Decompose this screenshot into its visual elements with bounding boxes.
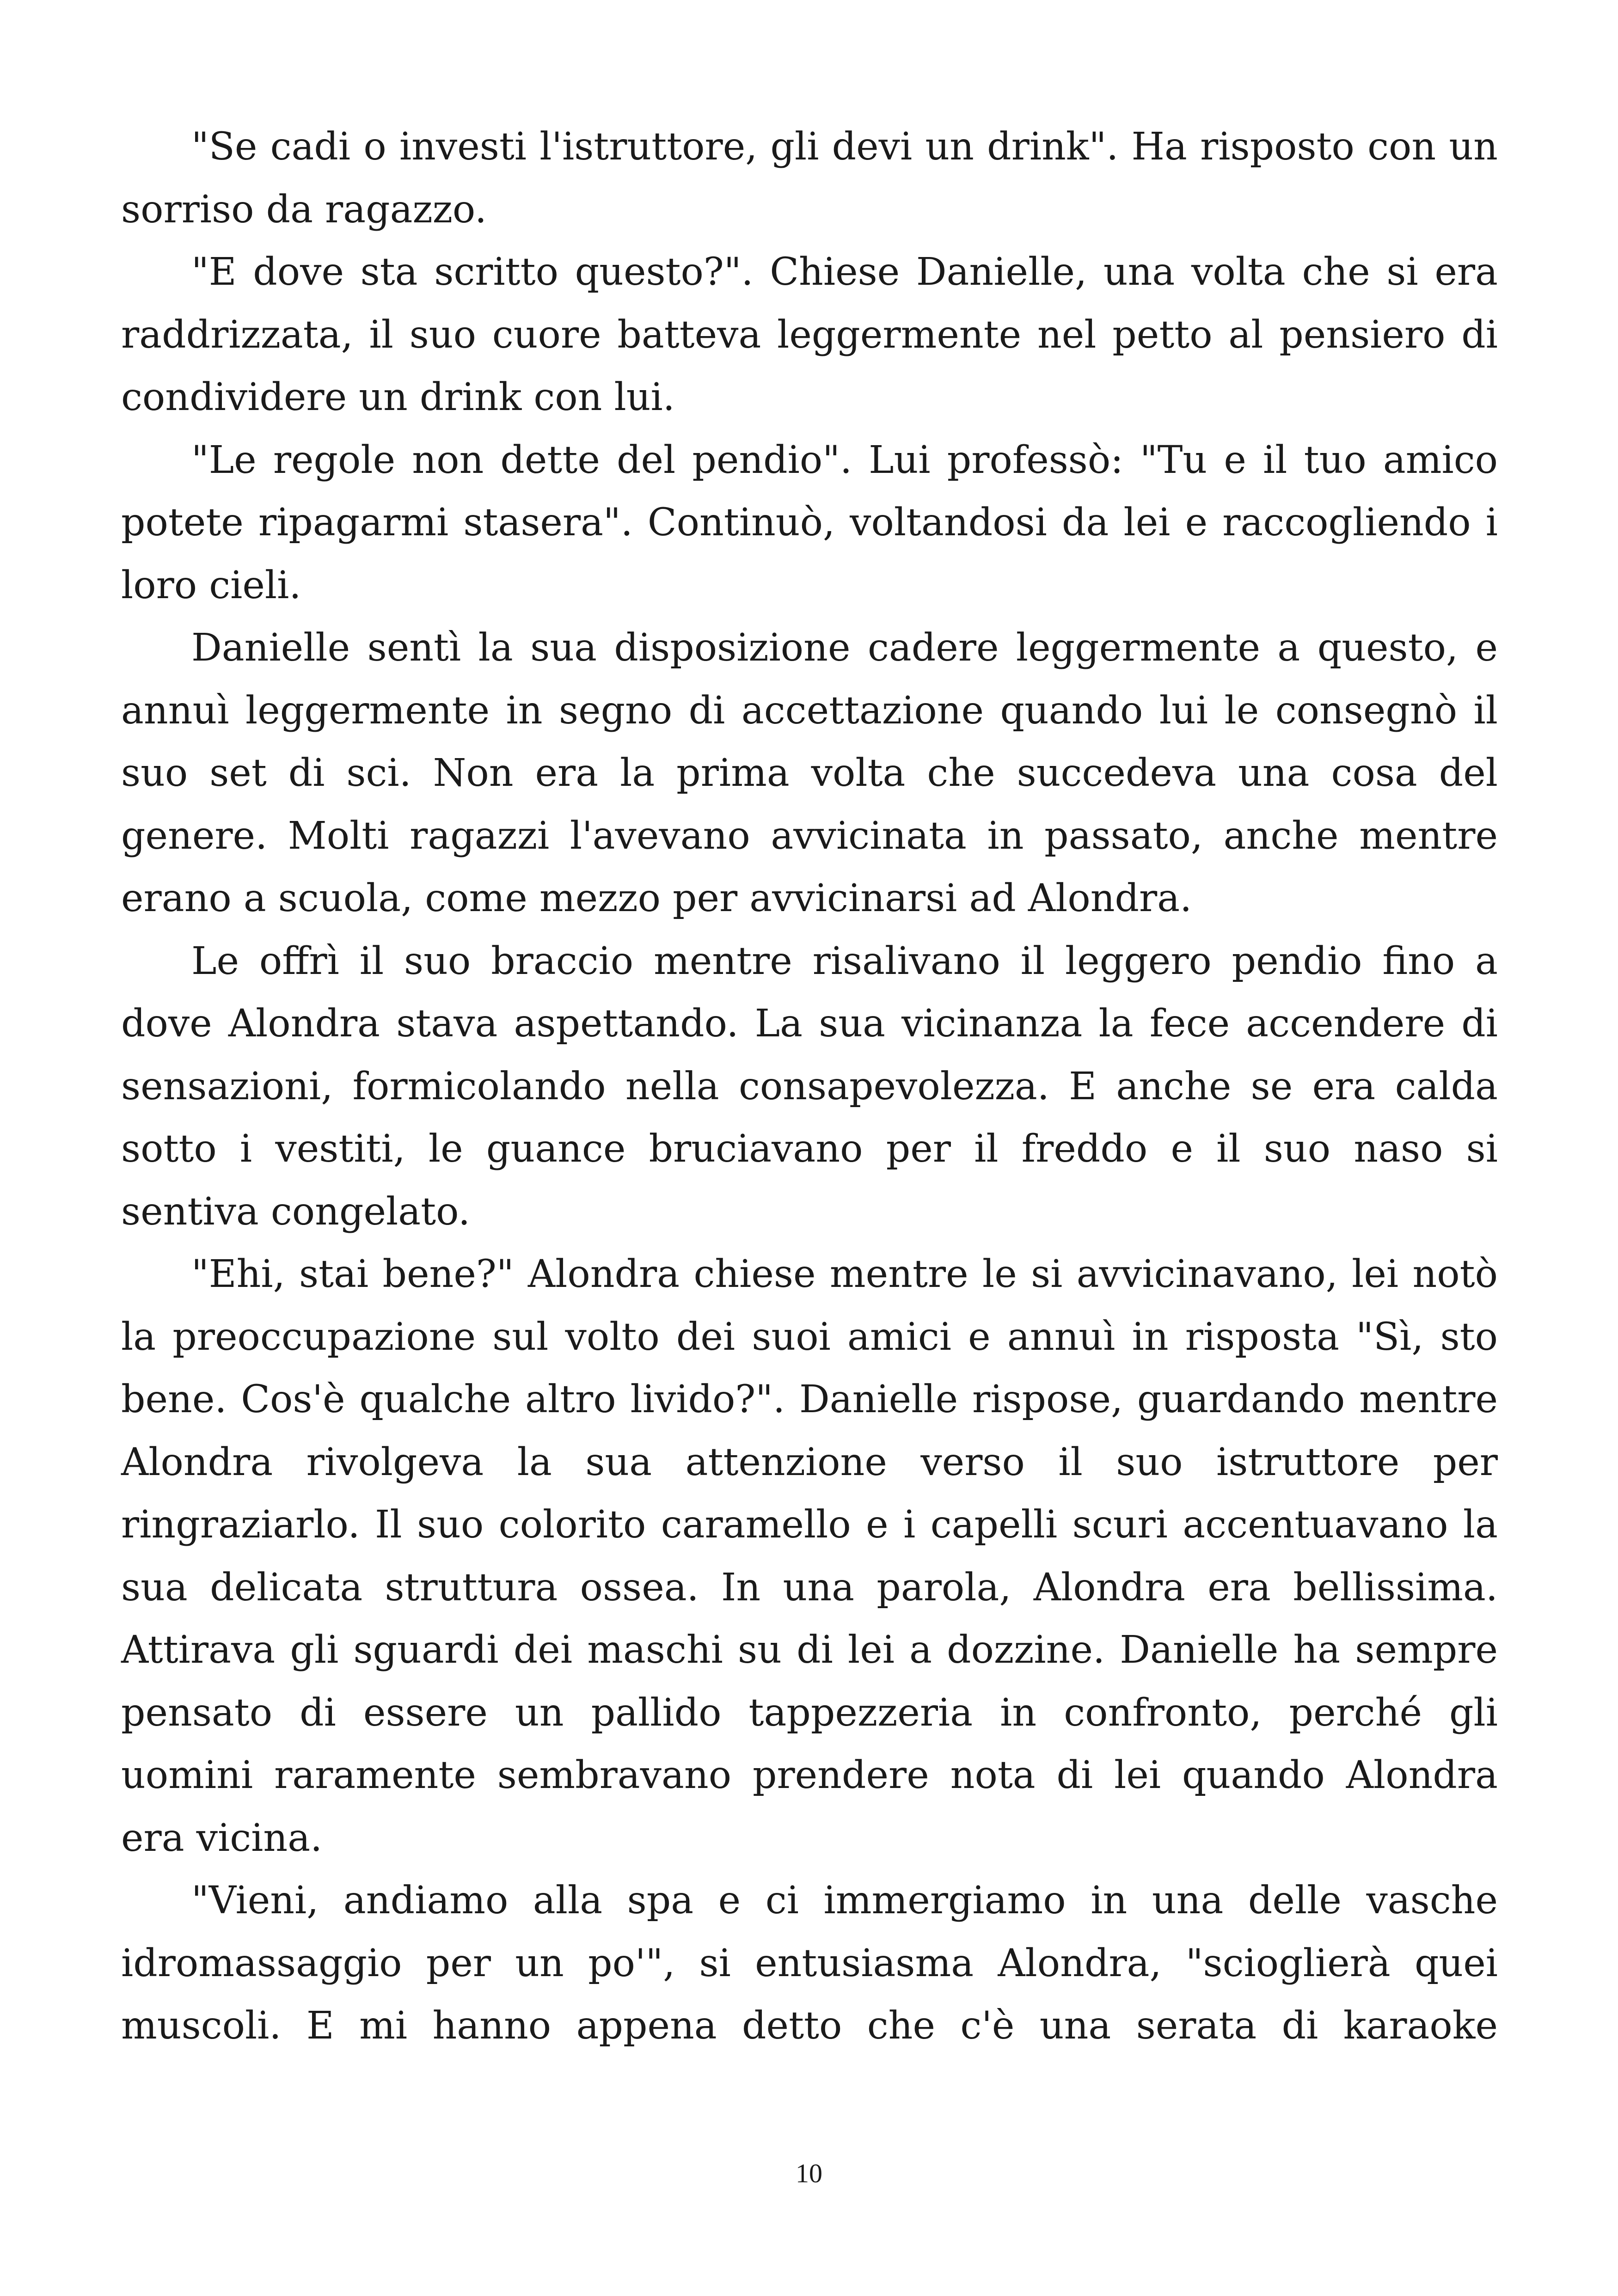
- paragraph: "Se cadi o investi l'istruttore, gli devi un drink". Ha risposto con un sorriso da ragazzo.: [121, 125, 1498, 232]
- paragraph: "Vieni, andiamo alla spa e ci immergiamo in una delle vasche idromassaggio per un po'", si entusiasma Alondra, "scioglierà quei muscoli. E mi hanno appena detto che c'è una serata di karaoke: [121, 1879, 1498, 2048]
- paragraph: "Le regole non dette del pendio". Lui professò: "Tu e il tuo amico potete ripagarmi stasera". Continuò, voltandosi da lei e raccogliendo i loro cieli.: [121, 438, 1498, 607]
- paragraph: "Ehi, stai bene?" Alondra chiese mentre le si avvicinavano, lei notò la preoccupazione sul volto dei suoi amici e annuì in risposta "Sì, sto bene. Cos'è qualche altro livido?". Danielle rispose, guardando mentre Alondra rivolgeva la sua attenzione verso il suo istruttore per ringraziarlo. Il suo colorito caramello e i capelli scuri accentuavano la sua delicata struttura ossea. In una parola, Alondra era bellissima. Attirava gli sguardi dei maschi su di lei a dozzine. Danielle ha sempre pensato di essere un pallido tappezzeria in confronto, perché gli uomini raramente sembravano prendere nota di lei quando Alondra era vicina.: [121, 1252, 1498, 1860]
- paragraph: Le offrì il suo braccio mentre risalivano il leggero pendio fino a dove Alondra stava aspettando. La sua vicinanza la fece accendere di sensazioni, formicolando nella consapevolezza. E anche se era calda sotto i vestiti, le guance bruciavano per il freddo e il suo naso si sentiva congelato.: [121, 939, 1498, 1234]
- paragraph: Danielle sentì la sua disposizione cadere leggermente a questo, e annuì leggermente in segno di accettazione quando lui le consegnò il suo set di sci. Non era la prima volta che succedeva una cosa del genere. Molti ragazzi l'avevano avvicinata in passato, anche mentre erano a scuola, come mezzo per avvicinarsi ad Alondra.: [121, 626, 1498, 920]
- paragraph: "E dove sta scritto questo?". Chiese Danielle, una volta che si era raddrizzata, il suo cuore batteva leggermente nel petto al pensiero di condividere un drink con lui.: [121, 250, 1498, 419]
- page-number: 10: [796, 2158, 822, 2188]
- body-text: [121, 116, 1498, 2057]
